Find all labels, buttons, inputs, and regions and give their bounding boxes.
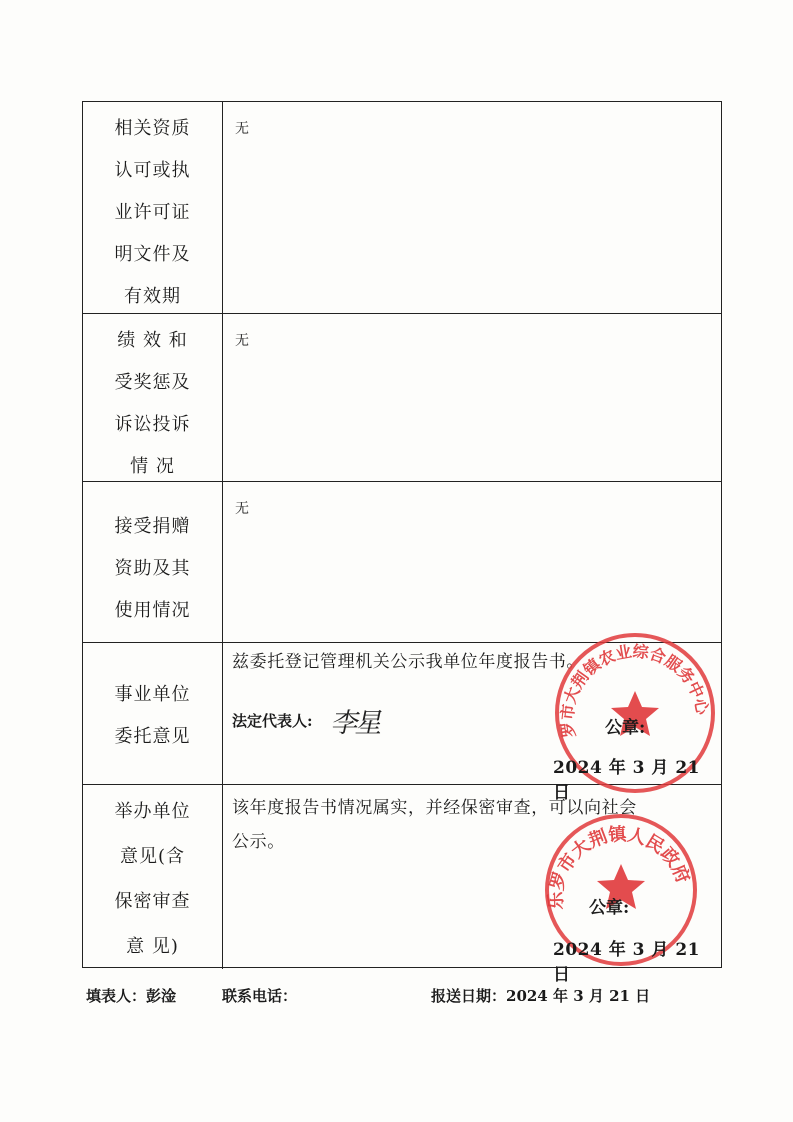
entrust-statement: 兹委托登记管理机关公示我单位年度报告书。 <box>232 652 584 672</box>
row-content <box>223 102 721 313</box>
row-content <box>223 314 721 481</box>
label-line: 使用情况 <box>114 600 191 621</box>
label-line: 保密审查 <box>114 891 191 912</box>
row-value: 无 <box>235 121 249 137</box>
row-qualifications <box>83 102 721 314</box>
label-line: 意见(含 <box>119 846 186 867</box>
report-date: 报送日期：2024 年 3 月 21 日 <box>431 987 651 1005</box>
label-line: 有效期 <box>124 286 181 307</box>
row-label <box>83 314 223 481</box>
label-line: 意 见) <box>126 936 179 957</box>
row-label <box>83 785 223 969</box>
label-line: 绩 效 和 <box>117 330 188 351</box>
label-line: 相关资质 <box>114 118 191 139</box>
label-line: 诉讼投诉 <box>114 414 191 435</box>
row-donations <box>83 482 721 643</box>
row-content <box>223 482 721 642</box>
seal-text: 罗市大荆镇农业综合服务中心 <box>557 641 713 739</box>
row-content <box>223 785 721 985</box>
label-line: 受奖惩及 <box>114 372 191 393</box>
row-entrust <box>83 641 721 803</box>
entrust-date: 2024 年 3 月 21 日 <box>553 758 700 803</box>
seal-label: 公章: <box>605 718 646 738</box>
sponsor-statement-line: 公示。 <box>232 832 285 852</box>
filler-name: 填表人：彭淦 <box>86 987 177 1005</box>
row-value: 无 <box>235 333 249 349</box>
seal-text: 乐罗市大荆镇人民政府 <box>545 824 694 910</box>
sponsor-statement-line: 该年度报告书情况属实，并经保密审查，可以向社会 <box>232 798 637 818</box>
seal-label: 公章: <box>589 898 630 918</box>
row-label <box>83 643 223 784</box>
row-sponsor <box>83 785 721 985</box>
label-line: 委托意见 <box>114 725 191 747</box>
row-value: 无 <box>235 501 249 517</box>
label-line: 认可或执 <box>114 160 191 181</box>
report-form-table <box>82 101 722 985</box>
row-content <box>223 641 721 803</box>
label-line: 接受捐赠 <box>114 516 191 537</box>
label-line: 业许可证 <box>114 202 191 223</box>
contact-phone: 联系电话： <box>222 987 298 1005</box>
label-line: 情 况 <box>130 456 175 477</box>
legal-rep-signature: 李星 <box>329 708 384 739</box>
label-line: 资助及其 <box>114 558 191 579</box>
row-performance <box>83 314 721 482</box>
label-line: 明文件及 <box>114 244 191 265</box>
row-label <box>83 482 223 642</box>
sponsor-date: 2024 年 3 月 21 日 <box>553 940 700 985</box>
label-line: 举办单位 <box>114 801 191 822</box>
label-line: 事业单位 <box>114 683 191 705</box>
row-label <box>83 102 223 313</box>
legal-rep-label: 法定代表人: <box>232 712 313 730</box>
